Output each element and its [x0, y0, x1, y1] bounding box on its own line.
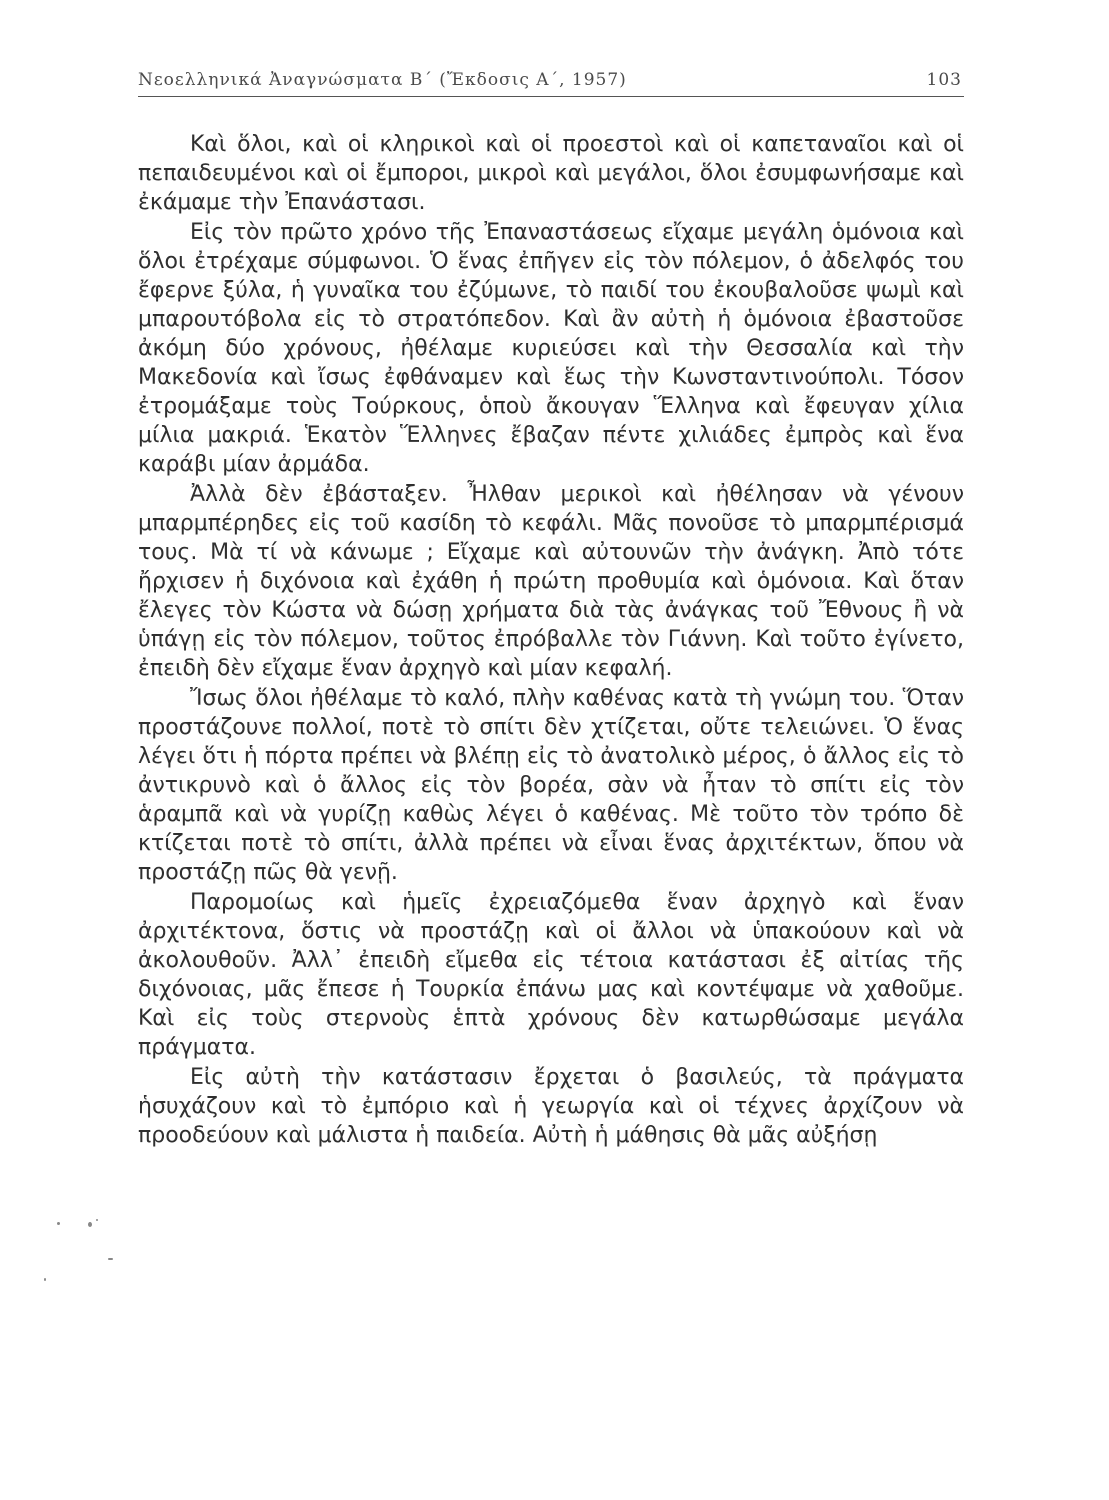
paragraph: Εἰς τὸν πρῶτο χρόνο τῆς Ἐπαναστάσεως εἴχαμε μεγάλη ὁμόνοια καὶ ὅλοι ἐτρέχαμε σύμφωνοι. Ὁ ἕνας ἐπῆγεν εἰς τὸν πόλεμον, ὁ ἀδελφός του ἔφερνε ξύλα, ἡ γυναῖκα του ἐζύμωνε, τὸ παιδί του ἐκουβαλοῦσε ψωμὶ καὶ μπαρουτόβολα εἰς τὸ στρατόπεδον. Καὶ ἂν αὐτὴ ἡ ὁμόνοια ἐβαστοῦσε ἀκόμη δύο χρόνους, ἠθέλαμε κυριεύσει καὶ τὴν Θεσσαλία καὶ τὴν Μακεδονία καὶ ἴσως ἐφθάναμεν καὶ ἕως τὴν Κωνσταντινούπολι. Τόσον ἐτρομάξαμε τοὺς Τούρκους, ὁποὺ ἄκουγαν Ἕλληνα καὶ ἔφευγαν χίλια μίλια μακριά. Ἑκατὸν Ἕλληνες ἔβαζαν πέντε χιλιάδες ἐμπρὸς καὶ ἕνα καράβι μίαν ἀρμάδα. — [138, 220, 964, 477]
speck — [88, 1222, 92, 1227]
page-number: 103 — [926, 70, 962, 90]
header-title: Νεοελληνικά Ἀναγνώσματα Β΄ (Ἔκδοσις Α΄, 1957) — [138, 70, 627, 90]
speck — [96, 1219, 98, 1221]
speck — [108, 1258, 113, 1260]
paragraph: Ἴσως ὅλοι ἠθέλαμε τὸ καλό, πλὴν καθένας κατὰ τὴ γνώμη του. Ὅταν προστάζουνε πολλοί, ποτὲ τὸ σπίτι δὲν χτίζεται, οὔτε τελειώνει. Ὁ ἕνας λέγει ὅτι ἡ πόρτα πρέπει νὰ βλέπῃ εἰς τὸ ἀνατολικὸ μέρος, ὁ ἄλλος εἰς τὸ ἀντικρυνὸ καὶ ὁ ἄλλος εἰς τὸν βορέα, σὰν νὰ ἦταν τὸ σπίτι εἰς τὸν ἁραμπᾶ καὶ νὰ γυρίζῃ καθὼς λέγει ὁ καθένας. Μὲ τοῦτο τὸν τρόπο δὲ κτίζεται ποτὲ τὸ σπίτι, ἀλλὰ πρέπει νὰ εἶναι ἕνας ἀρχιτέκτων, ὅπου νὰ προστάζῃ πῶς θὰ γενῇ. — [138, 686, 964, 885]
paragraph: Καὶ ὅλοι, καὶ οἱ κληρικοὶ καὶ οἱ προεστοὶ καὶ οἱ καπεταναῖοι καὶ οἱ πεπαιδευμένοι καὶ οἱ ἔμποροι, μικροὶ καὶ μεγάλοι, ὅλοι ἐσυμφωνήσαμε καὶ ἐκάμαμε τὴν Ἐπανάστασι. — [138, 132, 964, 215]
speck — [57, 1222, 60, 1225]
paragraph: Παρομοίως καὶ ἡμεῖς ἐχρειαζόμεθα ἕναν ἀρχηγὸ καὶ ἕναν ἀρχιτέκτονα, ὅστις νὰ προστάζῃ καὶ οἱ ἄλλοι νὰ ὑπακούουν καὶ νὰ ἀκολουθοῦν. Ἀλλ᾽ ἐπειδὴ εἴμεθα εἰς τέτοια κατάστασι ἐξ αἰτίας τῆς διχόνοιας, μᾶς ἔπεσε ἡ Τουρκία ἐπάνω μας καὶ κοντέψαμε νὰ χαθοῦμε. Καὶ εἰς τοὺς στερνοὺς ἑπτὰ χρόνους δὲν κατωρθώσαμε μεγάλα πράγματα. — [138, 890, 964, 1060]
paragraph: Εἰς αὐτὴ τὴν κατάστασιν ἔρχεται ὁ βασιλεύς, τὰ πράγματα ἡσυχάζουν καὶ τὸ ἐμπόριο καὶ ἡ γεωργία καὶ οἱ τέχνες ἀρχίζουν νὰ προοδεύουν καὶ μάλιστα ἡ παιδεία. Αὐτὴ ἡ μάθησις θὰ μᾶς αὐξήσῃ — [138, 1065, 964, 1148]
text-body — [138, 130, 964, 1150]
paragraph: Ἀλλὰ δὲν ἐβάσταξεν. Ἦλθαν μερικοὶ καὶ ἠθέλησαν νὰ γένουν μπαρμπέρηδες εἰς τοῦ κασίδη τὸ κεφάλι. Μᾶς πονοῦσε τὸ μπαρμπέρισμά τους. Μὰ τί νὰ κάνωμε ; Εἴχαμε καὶ αὐτουνῶν τὴν ἀνάγκη. Ἀπὸ τότε ἤρχισεν ἡ διχόνοια καὶ ἐχάθη ἡ πρώτη προθυμία καὶ ὁμόνοια. Καὶ ὅταν ἔλεγες τὸν Κώστα νὰ δώσῃ χρήματα διὰ τὰς ἀνάγκας τοῦ Ἔθνους ἢ νὰ ὑπάγῃ εἰς τὸν πόλεμον, τοῦτος ἐπρόβαλλε τὸν Γιάννη. Καὶ τοῦτο ἐγίνετο, ἐπειδὴ δὲν εἴχαμε ἕναν ἀρχηγὸ καὶ μίαν κεφαλή. — [138, 482, 964, 681]
speck — [44, 1278, 46, 1281]
running-header — [138, 66, 964, 97]
